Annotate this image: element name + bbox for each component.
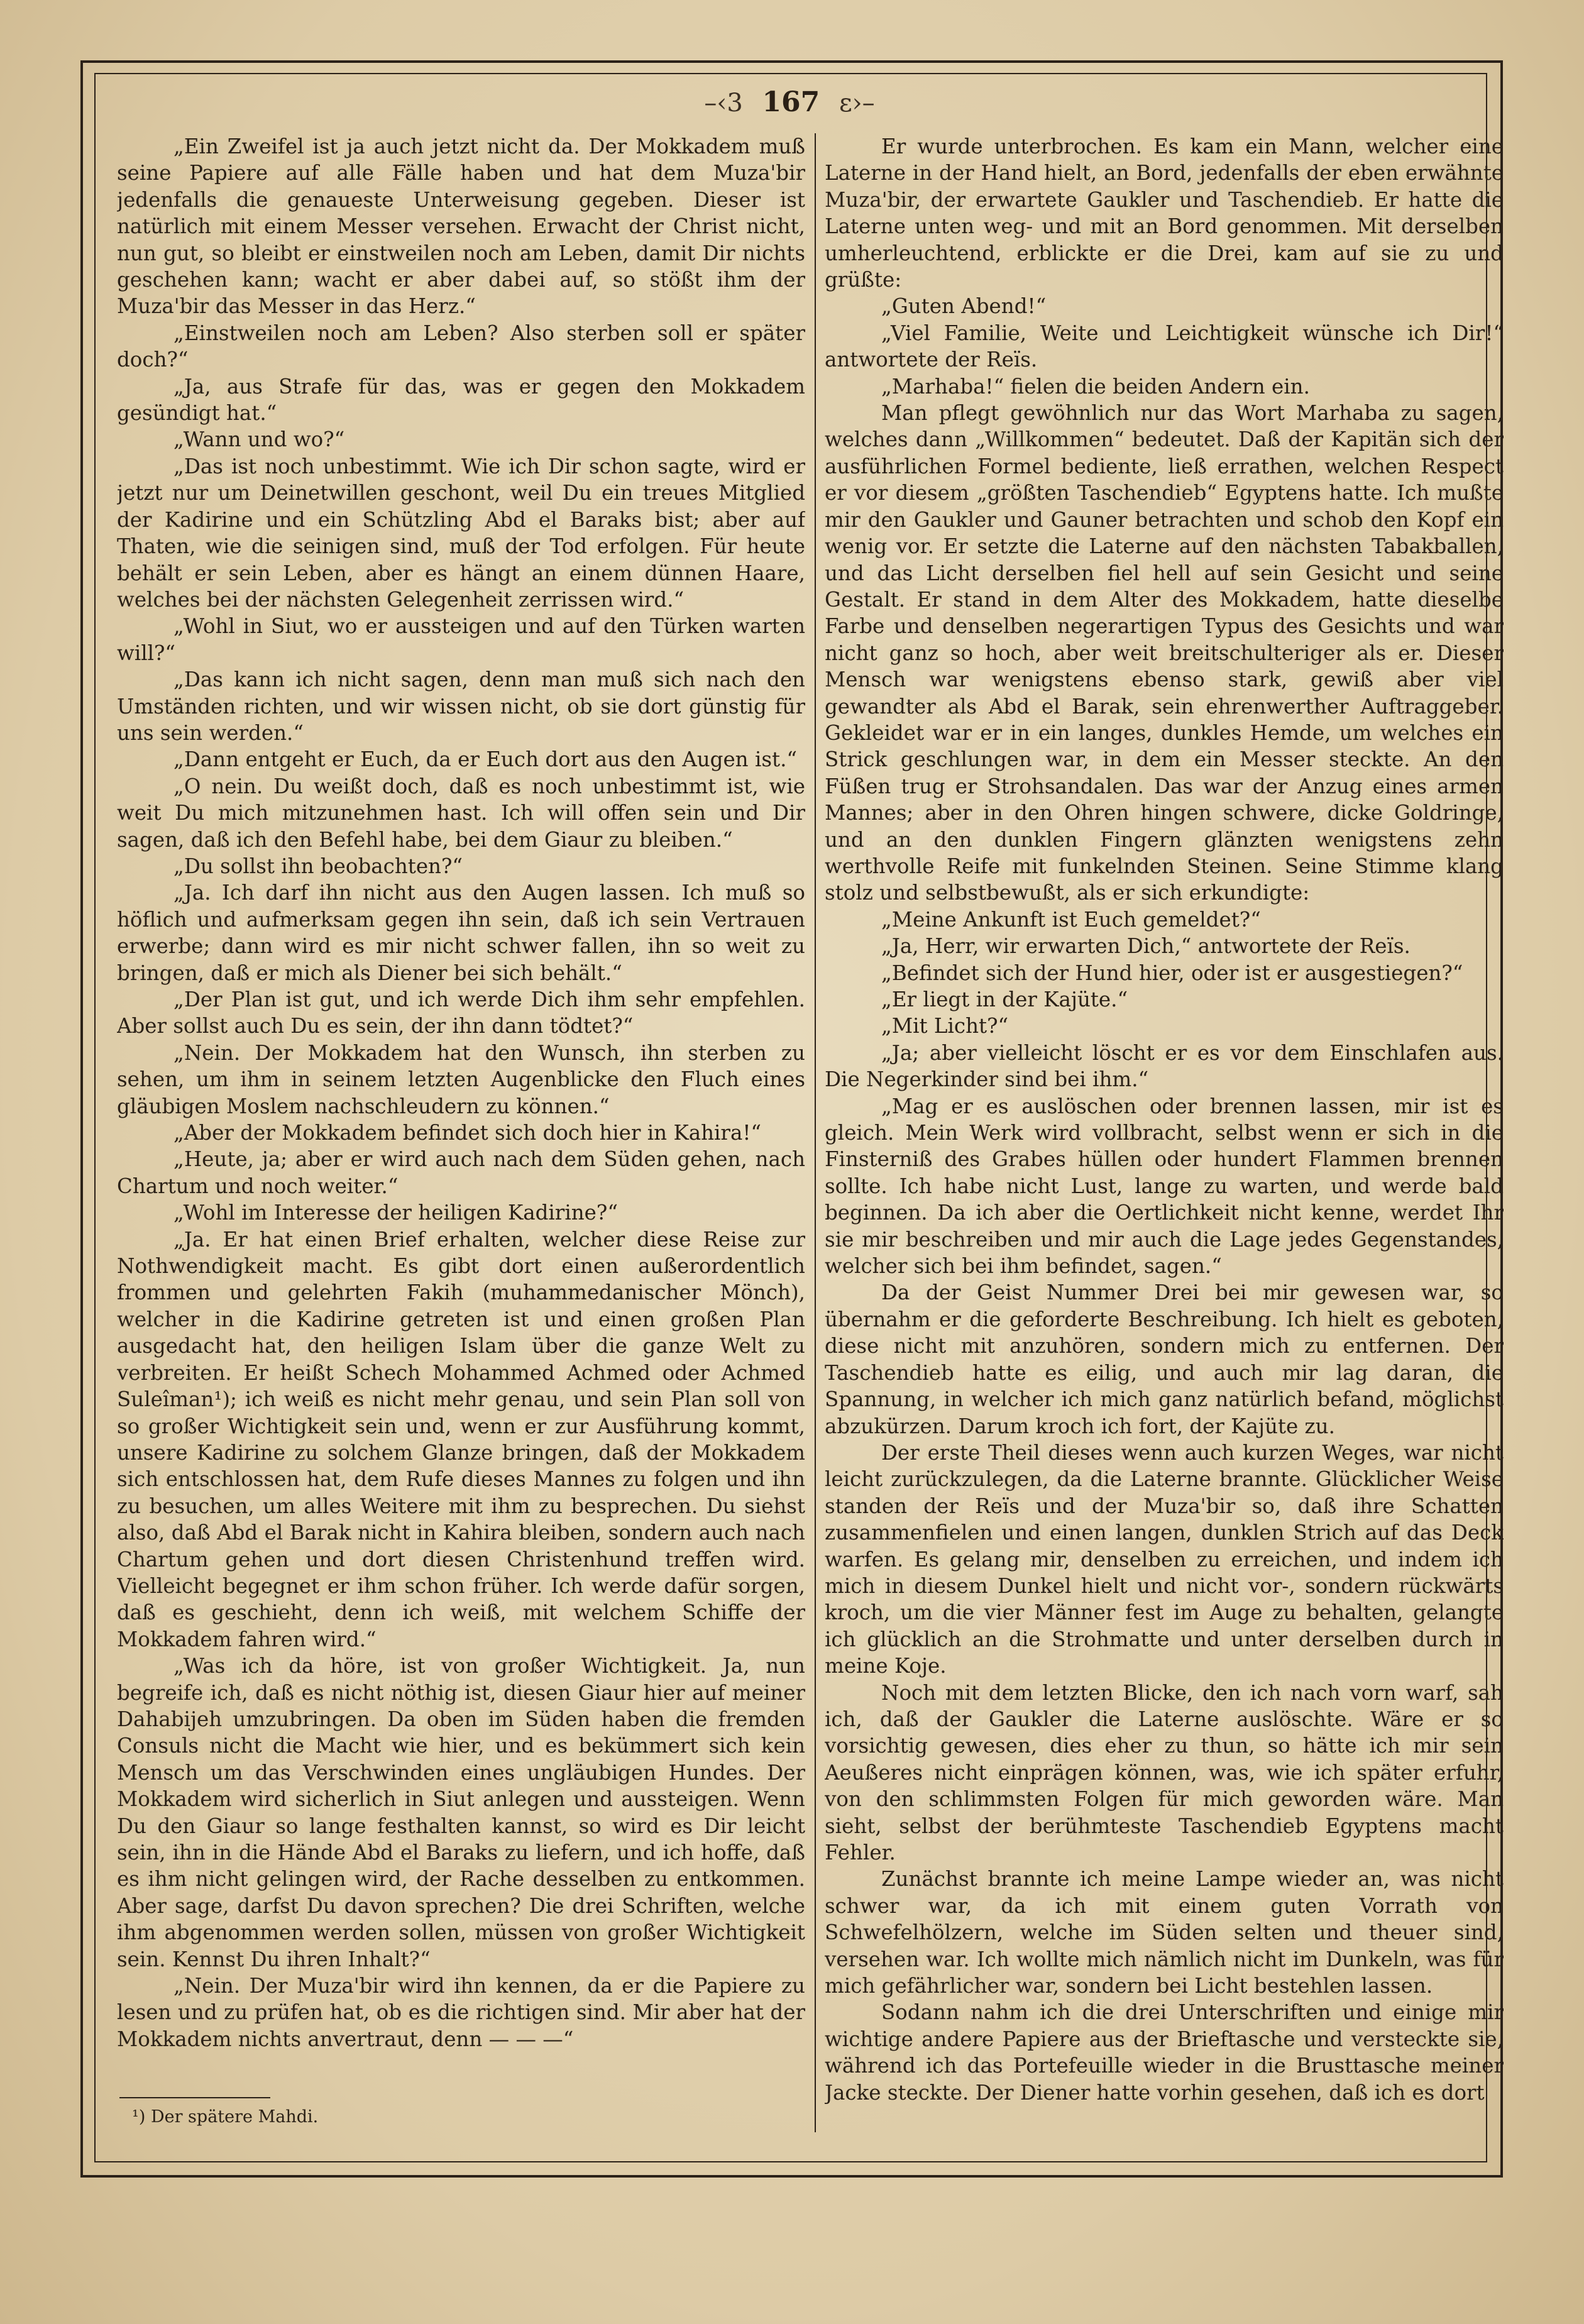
paragraph: „Ja. Er hat einen Brief erhalten, welcher diese Reise zur Nothwendigkeit macht. Es gibt dort einen außerordentlich frommen und gelehrten Fakih (muhammedanischer Mönch), welcher in die Kadirine getreten ist und einen großen Plan ausgedacht hat, den heiligen Islam über die ganze Welt zu verbreiten. Er heißt Schech Mohammed Achmed oder Achmed Suleîman¹); ich weiß es nicht mehr genau, und sein Plan soll von so großer Wichtigkeit sein und, wenn er zur Ausführung kommt, unsere Kadirine zu solchem Glanze bringen, daß der Mokkadem sich entschlossen hat, dem Rufe dieses Mannes zu folgen und ihn zu besuchen, um alles Weitere mit ihm zu besprechen. Du siehst also, daß Abd el Barak nicht in Kahira bleiben, sondern auch nach Chartum gehen und dort diesen Christenhund treffen wird. Vielleicht begegnet er ihm schon früher. Ich werde dafür sorgen, daß es geschieht, denn ich weiß, mit welchem Schiffe der Mokkadem fahren wird.“ bbox=[117, 1227, 805, 1651]
paragraph: „Das ist noch unbestimmt. Wie ich Dir schon sagte, wird er jetzt nur um Deinetwillen geschont, weil Du ein treues Mitglied der Kadirine und ein Schützling Abd el Baraks bist; aber auf Thaten, wie die seinigen sind, muß der Tod erfolgen. Für heute behält er sein Leben, aber es hängt an einem dünnen Haare, welches bei der nächsten Gelegenheit zerrissen wird.“ bbox=[117, 454, 805, 612]
paragraph: „Du sollst ihn beobachten?“ bbox=[173, 854, 463, 878]
paragraph: „Einstweilen noch am Leben? Also sterben soll er später doch?“ bbox=[117, 321, 805, 372]
paragraph: „Nein. Der Muza'bir wird ihn kennen, da er die Papiere zu lesen und zu prüfen hat, ob es die richtigen sind. Mir aber hat der Mokkadem nichts anvertraut, denn — — —“ bbox=[117, 1974, 805, 2051]
paragraph: „Guten Abend!“ bbox=[881, 294, 1047, 319]
paragraph: „Aber der Mokkadem befindet sich doch hier in Kahira!“ bbox=[173, 1121, 762, 1145]
right-column bbox=[825, 133, 1504, 2107]
paragraph: Er wurde unterbrochen. Es kam ein Mann, welcher eine Laterne in der Hand hielt, an Bord, jedenfalls der eben erwähnte Muza'bir, der erwartete Gaukler und Taschendieb. Er hatte die Laterne unten weg- und mit an Bord genommen. Mit derselben umherleuchtend, erblickte er die Drei, kam auf sie zu und grüßte: bbox=[825, 135, 1504, 292]
paragraph: Noch mit dem letzten Blicke, den ich nach vorn warf, sah ich, daß der Gaukler die Laterne auslöschte. Wäre er so vorsichtig gewesen, dies eher zu thun, so hätte ich mir sein Aeußeres nicht einprägen können, was, wie ich später erfuhr, von den schlimmsten Folgen für mich geworden wäre. Man sieht, selbst der berühmteste Taschendieb Egyptens macht Fehler. bbox=[825, 1680, 1504, 1864]
paragraph: „Ja, Herr, wir erwarten Dich,“ antwortete der Reïs. bbox=[881, 934, 1411, 959]
paragraph: „Ja; aber vielleicht löscht er es vor dem Einschlafen aus. Die Negerkinder sind bei ihm.“ bbox=[825, 1040, 1504, 1092]
paragraph: „Wohl in Siut, wo er aussteigen und auf den Türken warten will?“ bbox=[117, 614, 805, 665]
ornament-right: ε›– bbox=[839, 89, 875, 118]
footnote: ¹) Der spätere Mahdi. bbox=[132, 2107, 319, 2127]
page-header bbox=[94, 80, 1485, 124]
paragraph: „Heute, ja; aber er wird auch nach dem Süden gehen, nach Chartum und noch weiter.“ bbox=[117, 1147, 805, 1198]
left-column bbox=[117, 133, 805, 2107]
paragraph: „O nein. Du weißt doch, daß es noch unbestimmt ist, wie weit Du mich mitzunehmen hast. Ich will offen sein und Dir sagen, daß ich den Befehl habe, bei dem Giaur zu bleiben.“ bbox=[117, 774, 805, 852]
paragraph: „Ja. Ich darf ihn nicht aus den Augen lassen. Ich muß so höflich und aufmerksam gegen ihn sein, daß ich sein Vertrauen erwerbe; dann wird es mir nicht schwer fallen, ihn so weit zu bringen, daß er mich als Diener bei sich behält.“ bbox=[117, 881, 805, 985]
paragraph: „Ja, aus Strafe für das, was er gegen den Mokkadem gesündigt hat.“ bbox=[117, 374, 805, 426]
paragraph: Zunächst brannte ich meine Lampe wieder an, was nicht schwer war, da ich mit einem guten Vorrath von Schwefelhölzern, welche im Süden selten und theuer sind, versehen war. Ich wollte mich nämlich nicht im Dunkeln, was für mich gefährlicher war, sondern bei Licht bestehlen lassen. bbox=[825, 1867, 1504, 1998]
page-number: 167 bbox=[762, 86, 820, 118]
paragraph: „Der Plan ist gut, und ich werde Dich ihm sehr empfehlen. Aber sollst auch Du es sein, der ihn dann tödtet?“ bbox=[117, 988, 805, 1038]
paragraph: „Das kann ich nicht sagen, denn man muß sich nach den Umständen richten, und wir wissen nicht, ob sie dort günstig für uns sein werden.“ bbox=[117, 668, 805, 745]
paragraph: „Mag er es auslöschen oder brennen lassen, mir ist es gleich. Mein Werk wird vollbracht, selbst wenn er sich in die Finsterniß des Grabes hüllen oder hundert Flammen brennen sollte. Ich habe nicht Lust, lange zu warten, und werde bald beginnen. Da ich aber die Oertlichkeit nicht kenne, werdet Ihr sie mir beschreiben und mir auch die Lage jedes Gegenstandes, welcher sich bei ihm befindet, sagen.“ bbox=[825, 1094, 1504, 1279]
paragraph: Der erste Theil dieses wenn auch kurzen Weges, war nicht leicht zurückzulegen, da die Laterne brannte. Glücklicher Weise standen der Reïs und der Muza'bir so, daß ihre Schatten zusammenfielen und einen langen, dunklen Strich auf das Deck warfen. Es gelang mir, denselben zu erreichen, und indem ich mich in diesem Dunkel hielt und nicht vor-, sondern rückwärts kroch, um die vier Männer fest im Auge zu behalten, gelangte ich glücklich an die Strohmatte und unter derselben durch in meine Koje. bbox=[825, 1440, 1504, 1678]
column-divider bbox=[815, 133, 816, 2132]
paragraph: Da der Geist Nummer Drei bei mir gewesen war, so übernahm er die geforderte Beschreibung. Ich hielt es geboten, diese nicht mit anzuhören, sondern mich zu entfernen. Der Taschendieb hatte es eilig, und auch mir lag daran, die Spannung, in welcher ich mich ganz natürlich befand, möglichst abzukürzen. Darum kroch ich fort, der Kajüte zu. bbox=[825, 1280, 1504, 1438]
paragraph: Man pflegt gewöhnlich nur das Wort Marhaba zu sagen, welches dann „Willkommen“ bedeutet. Daß der Kapitän sich der ausführlichen Formel bediente, ließ errathen, welchen Respect er vor diesem „größten Taschendieb“ Egyptens hatte. Ich mußte mir den Gaukler und Gauner betrachten und schob den Kopf ein wenig vor. Er setzte die Laterne auf den nächsten Tabakballen, und das Licht derselben fiel hell auf sein Gesicht und seine Gestalt. Er stand in dem Alter des Mokkadem, hatte dieselbe Farbe und denselben negerartigen Typus des Gesichts und war nicht ganz so hoch, aber weit breitschulteriger als er. Dieser Mensch war wenigstens ebenso stark, gewiß aber viel gewandter als Abd el Barak, sein ehrenwerther Auftraggeber. Gekleidet war er in ein langes, dunkles Hemde, um welches ein Strick geschlungen war, in dem ein Messer steckte. An den Füßen trug er Strohsandalen. Das war der Anzug eines armen Mannes; aber in den Ohren hingen schwere, dicke Goldringe, und an den dunklen Fingern glänzten wenigstens zehn werthvolle Reife mit funkelnden Steinen. Seine Stimme klang stolz und selbstbewußt, als er sich erkundigte: bbox=[825, 401, 1504, 905]
paragraph: „Wann und wo?“ bbox=[173, 427, 345, 452]
paragraph: „Er liegt in der Kajüte.“ bbox=[881, 988, 1128, 1011]
paragraph: „Mit Licht?“ bbox=[881, 1014, 1009, 1038]
paragraph: „Befindet sich der Hund hier, oder ist er ausgestiegen?“ bbox=[881, 961, 1463, 985]
ornament-left: –‹3 bbox=[704, 89, 743, 118]
paragraph: „Dann entgeht er Euch, da er Euch dort aus den Augen ist.“ bbox=[173, 747, 798, 772]
paragraph: „Ein Zweifel ist ja auch jetzt nicht da. Der Mokkadem muß seine Papiere auf alle Fälle haben und hat dem Muza'bir jedenfalls die genaueste Unterweisung gegeben. Dieser ist natürlich mit einem Messer versehen. Erwacht der Christ nicht, nun gut, so bleibt er einstweilen noch am Leben, damit Dir nichts geschehen kann; wacht er aber dabei auf, so stößt ihm der Muza'bir das Messer in das Herz.“ bbox=[117, 135, 805, 319]
paragraph: „Nein. Der Mokkadem hat den Wunsch, ihn sterben zu sehen, um ihm in seinem letzten Augenblicke den Fluch eines gläubigen Moslem nachschleudern zu können.“ bbox=[117, 1040, 805, 1118]
paragraph: „Viel Familie, Weite und Leichtigkeit wünsche ich Dir!“ antwortete der Reïs. bbox=[825, 321, 1504, 372]
paragraph: „Marhaba!“ fielen die beiden Andern ein. bbox=[881, 374, 1310, 399]
paragraph: „Meine Ankunft ist Euch gemeldet?“ bbox=[881, 907, 1261, 932]
footnote-rule bbox=[119, 2097, 270, 2098]
paragraph: „Was ich da höre, ist von großer Wichtigkeit. Ja, nun begreife ich, daß es nicht nöthig ist, diesen Giaur hier auf meiner Dahabijeh umzubringen. Da oben im Süden haben die fremden Consuls nicht die Macht wie hier, und es bekümmert sich kein Mensch um das Verschwinden eines ungläubigen Hundes. Der Mokkadem wird sicherlich in Siut anlegen und aussteigen. Wenn Du den Giaur so lange festhalten kannst, so wird es Dir leicht sein, ihn in die Hände Abd el Baraks zu liefern, und ich hoffe, daß es ihm nicht gelingen wird, der Rache desselben zu entkommen. Aber sage, darfst Du davon sprechen? Die drei Schriften, welche ihm abgenommen werden sollen, müssen von großer Wichtigkeit sein. Kennst Du ihren Inhalt?“ bbox=[117, 1654, 805, 1971]
paragraph: Sodann nahm ich die drei Unterschriften und einige mir wichtige andere Papiere aus der Brieftasche und versteckte sie, während ich das Portefeuille wieder in die Brusttasche meiner Jacke steckte. Der Diener hatte vorhin gesehen, daß ich es dort bbox=[825, 2000, 1504, 2105]
paragraph: „Wohl im Interesse der heiligen Kadirine?“ bbox=[173, 1201, 618, 1225]
